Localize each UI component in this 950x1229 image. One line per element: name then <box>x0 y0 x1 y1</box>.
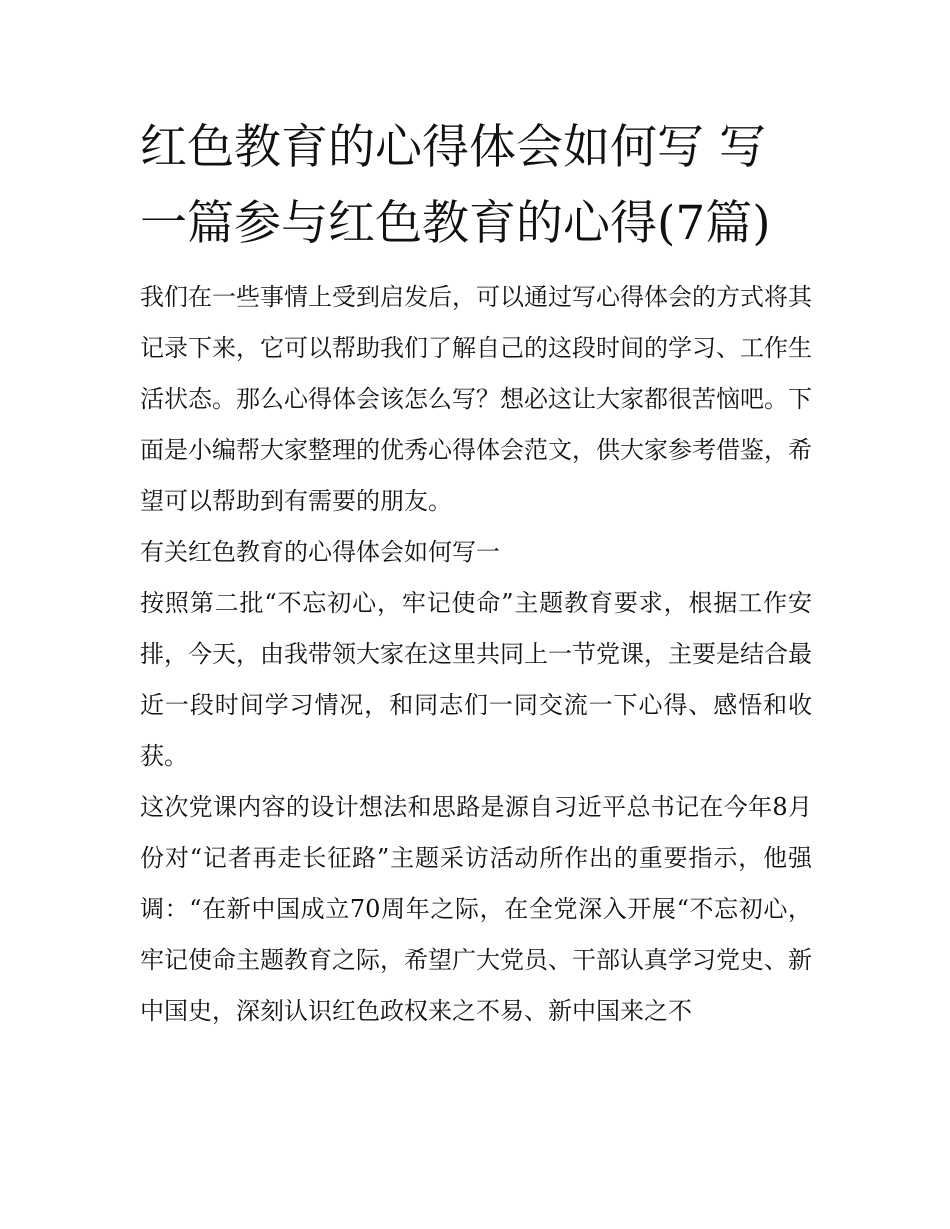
section-heading: 有关红色教育的心得体会如何写一 <box>140 538 500 566</box>
document-title: 红色教育的心得体会如何写 写一篇参与红色教育的心得(7篇) <box>140 120 771 251</box>
document-page <box>140 110 812 1037</box>
body-paragraph-1: 按照第二批“不忘初心，牢记使命”主题教育要求，根据工作安排，今天，由我带领大家在这里共同上一节党课，主要是结合最近一段时间学习情况，和同志们一同交流一下心得、感悟和收获。 <box>140 589 812 770</box>
body-paragraph-2: 这次党课内容的设计想法和思路是源自习近平总书记在今年8月份对“记者再走长征路”主题采访活动所作出的重要指示，他强调：“在新中国成立70周年之际，在全党深入开展“不忘初心，牢记使命主题教育之际，希望广大党员、干部认真学习党史、新中国史，深刻认识红色政权来之不易、新中国来之不 <box>140 793 812 1025</box>
intro-paragraph: 我们在一些事情上受到启发后，可以通过写心得体会的方式将其记录下来，它可以帮助我们了解自己的这段时间的学习、工作生活状态。那么心得体会该怎么写？想必这让大家都很苦恼吧。下面是小编帮大家整理的优秀心得体会范文，供大家参考借鉴，希望可以帮助到有需要的朋友。 <box>140 283 812 515</box>
